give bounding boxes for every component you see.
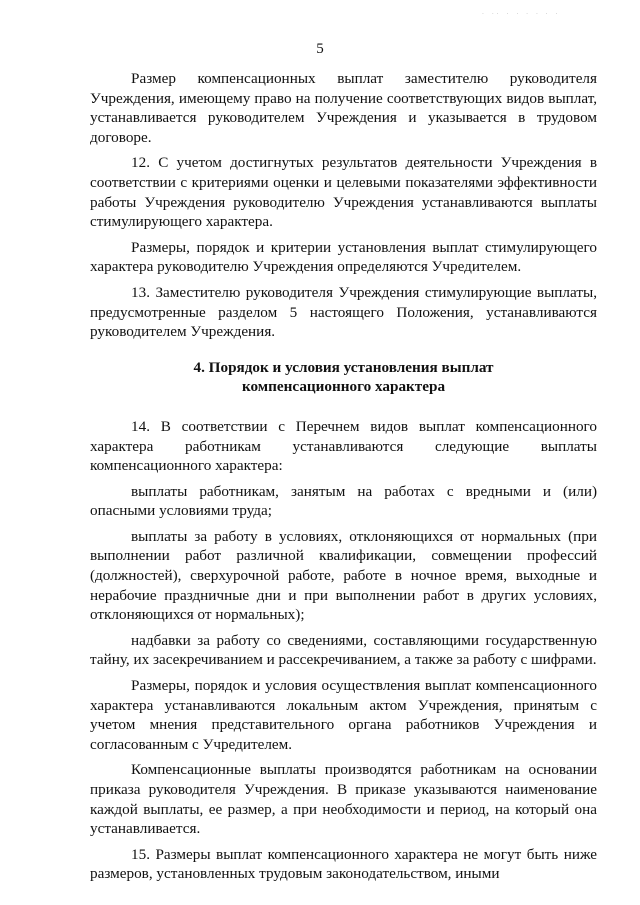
paragraph-stimulating-criteria: Размеры, порядок и критерии установления выплат стимулирующего характера руководителю Учреждения определяются Учредителем. xyxy=(90,238,597,276)
paragraph-state-secret-bonus: надбавки за работу со сведениями, составляющими государственную тайну, их засекречиванием и рассекречиванием, а также за работу с шифрами. xyxy=(90,631,597,669)
paragraph-item-13: 13. Заместителю руководителя Учреждения стимулирующие выплаты, предусмотренные разделом 5 настоящего Положения, устанавливаются руководителем Учреждения. xyxy=(90,283,597,341)
page-number: 5 xyxy=(316,41,324,57)
paragraph-item-14: 14. В соответствии с Перечнем видов выплат компенсационного характера работникам устанавливаются следующие выплаты компенсационного характера: xyxy=(90,417,597,475)
paragraph-deputy-compensation: Размер компенсационных выплат заместителю руководителя Учреждения, имеющему право на получение соответствующих видов выплат, устанавливается руководителем Учреждения и указывается в трудовом договоре. xyxy=(90,70,597,146)
paragraph-abnormal-conditions: выплаты за работу в условиях, отклоняющихся от нормальных (при выполнении работ различной квалификации, совмещении профессий (должностей), сверхурочной работе, работе в ночное время, выходные и нерабочие праздничные дни и при выполнении работ в других условиях, отклоняющихся от нормальных); xyxy=(90,527,597,624)
document-body xyxy=(90,69,597,890)
paragraph-order-basis: Компенсационные выплаты производятся работникам на основании приказа руководителя Учреждения. В приказе указываются наименование каждой выплаты, ее размер, а при необходимости и период, на который она устанавливается. xyxy=(90,761,597,838)
paragraph-item-12: 12. С учетом достигнутых результатов деятельности Учреждения в соответствии с критериями оценки и целевыми показателями эффективности работы Учреждения руководителю Учреждения устанавливаются выплаты стимулирующего характера. xyxy=(90,154,597,231)
paragraph-item-15: 15. Размеры выплат компенсационного характера не могут быть ниже размеров, установленных трудовым законодательством, иными xyxy=(90,845,597,883)
section-heading xyxy=(90,358,597,397)
paragraph-local-act: Размеры, порядок и условия осуществления выплат компенсационного характера устанавливаются локальным актом Учреждения, принятым с учетом мнения представительного органа работников Учреждения и согласованным с Учредителем. xyxy=(90,677,597,753)
paragraph-hazardous-conditions: выплаты работникам, занятым на работах с вредными и (или) опасными условиями труда; xyxy=(90,482,597,520)
scan-artifact-marks: · ·· · · · · · · xyxy=(482,11,561,17)
section-heading-line-1: 4. Порядок и условия установления выплат xyxy=(193,358,494,376)
section-heading-line-2: компенсационного характера xyxy=(241,378,446,396)
